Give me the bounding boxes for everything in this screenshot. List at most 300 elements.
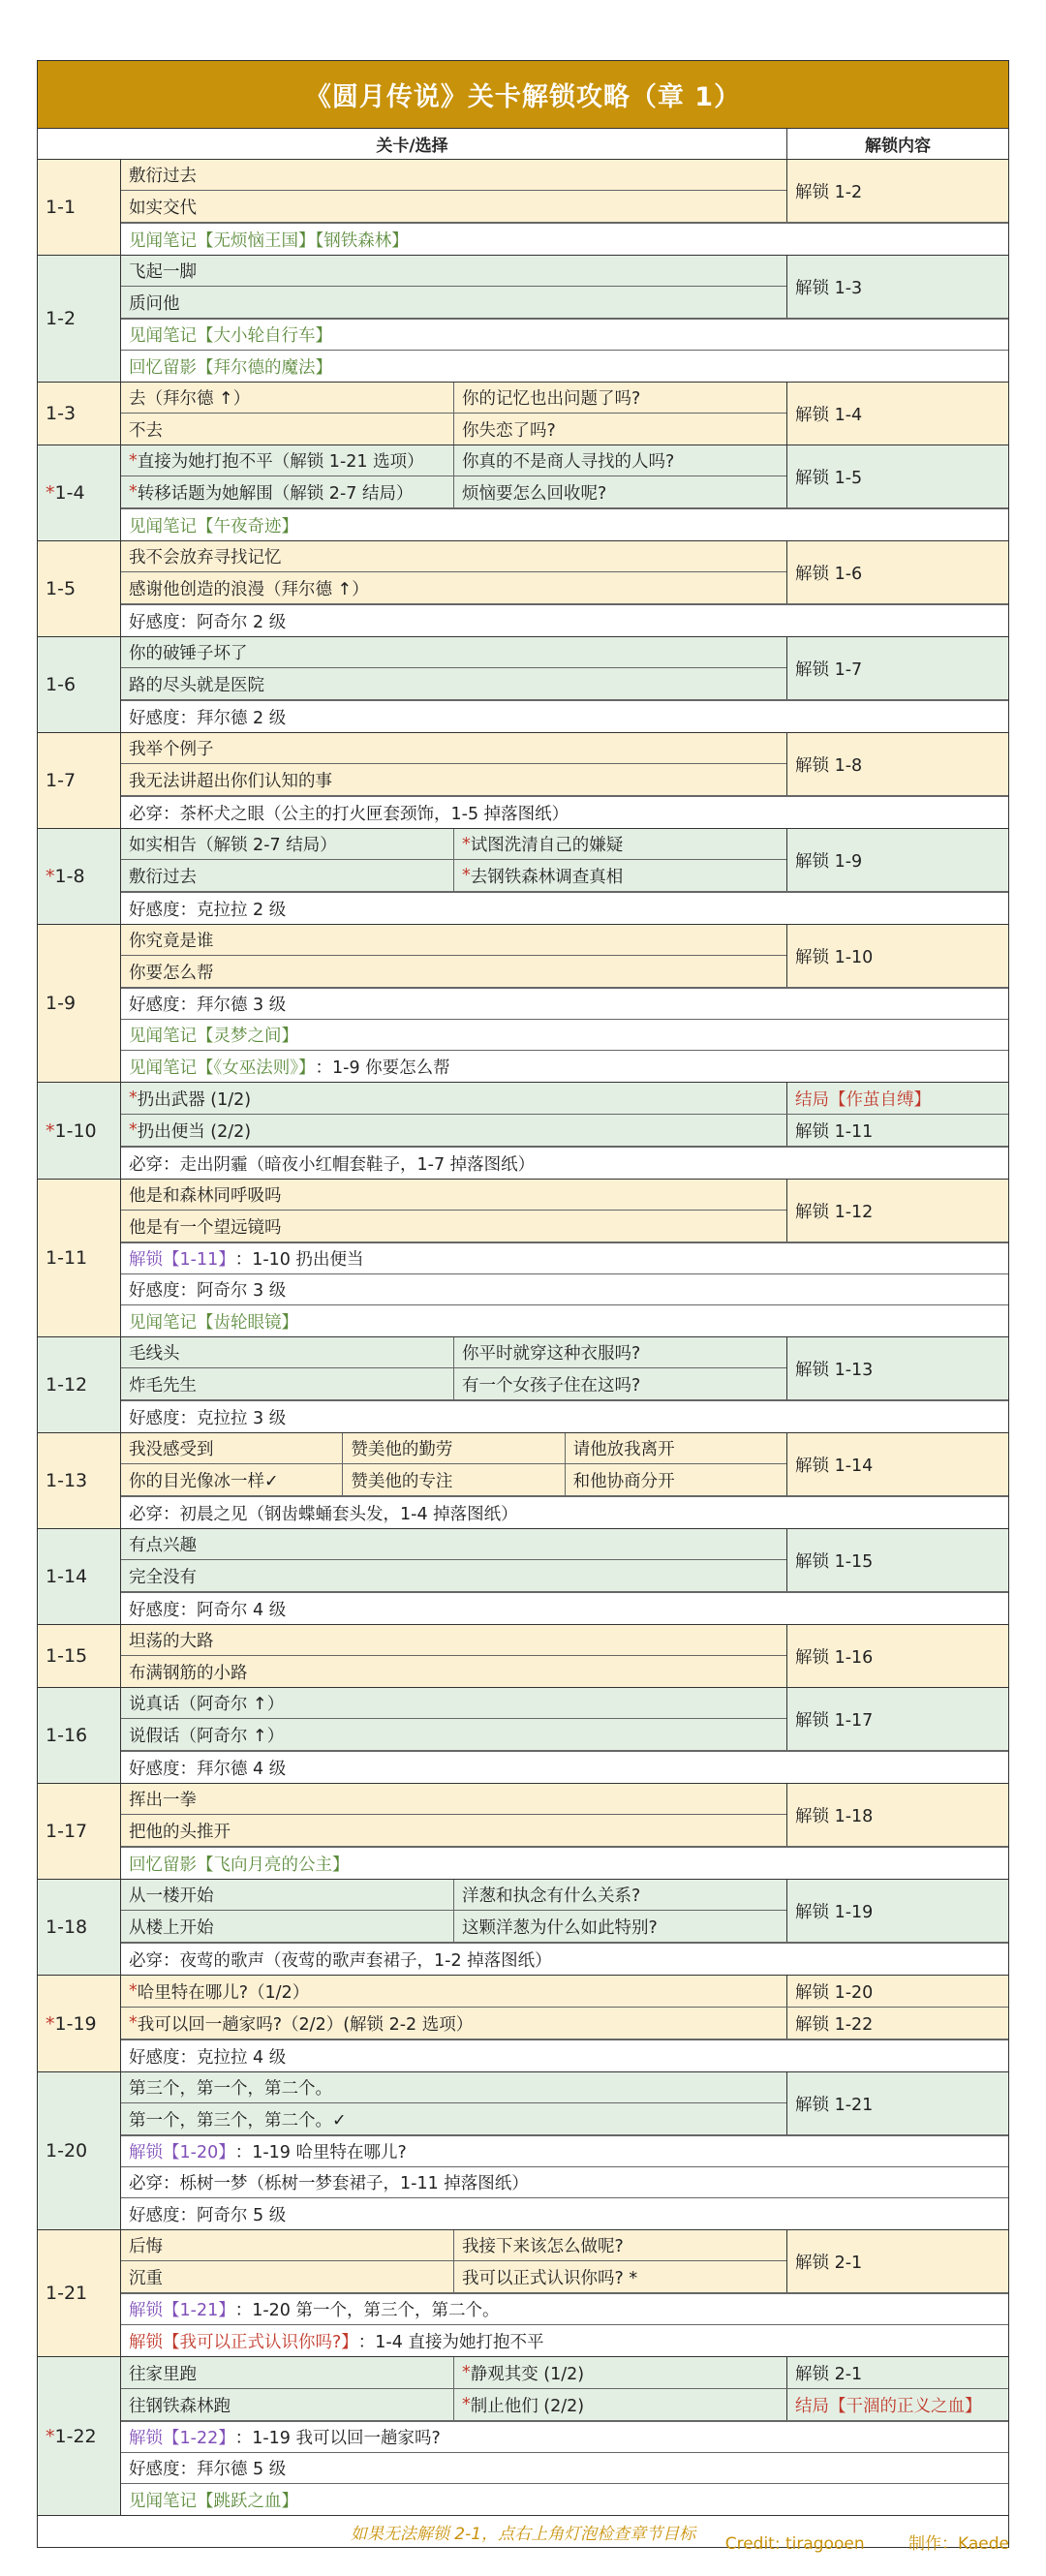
table-header: [38, 129, 1008, 160]
note-text: 必穿：茶杯犬之眼（公主的打火匣套颈饰，1-5 掉落图纸）: [129, 804, 569, 824]
choice-option: 路的尽头就是医院: [129, 675, 264, 695]
unlock-cell: 解锁 1-9: [795, 851, 863, 872]
note-text: 解锁【1-11】: [129, 1250, 235, 1270]
choice-rows: [121, 1180, 787, 1242]
note-text: 好感度：克拉拉 4 级: [129, 2047, 287, 2068]
choice-group: [121, 2230, 1008, 2293]
choice-option: 他是有一个望远镜吗: [129, 1217, 282, 1238]
choice-row: [121, 1083, 786, 1114]
notes-block: [121, 604, 1008, 636]
choice-row: [121, 733, 786, 764]
choice-row: [121, 2072, 786, 2103]
choice-option: 毛线头: [129, 1344, 180, 1364]
note-text: ：1-9 你要怎么帮: [315, 1058, 450, 1078]
level-number: [38, 1337, 121, 1432]
choice-rows: [121, 733, 787, 795]
choice-option: 我接下来该怎么做呢?: [453, 2230, 786, 2260]
level-number-text: 1-22: [54, 2425, 97, 2447]
level-row: [38, 1625, 1008, 1688]
unlock-column: [787, 1784, 1008, 1846]
note-line: [121, 1148, 1008, 1179]
level-number-text: 1-8: [54, 866, 85, 887]
unlock-cell: 解锁 1-7: [795, 659, 863, 680]
choice-option: 完全没有: [129, 1567, 197, 1587]
note-text: 见闻笔记【齿轮眼镜】: [129, 1312, 298, 1333]
level-row: [38, 2072, 1008, 2230]
level-number-text: 1-7: [46, 770, 77, 791]
choice-group: [121, 2008, 1008, 2039]
notes-block: [121, 2135, 1008, 2229]
choice-option: 后悔: [129, 2237, 163, 2256]
note-text: 必穿：夜莺的歌声（夜莺的歌声套裙子，1-2 掉落图纸）: [129, 1950, 552, 1971]
level-content: [121, 1688, 1008, 1783]
choice-row: [121, 476, 786, 507]
level-content: [121, 1976, 1008, 2071]
level-number-text: 1-14: [46, 1566, 88, 1587]
note-text: 好感度：拜尔德 2 级: [129, 708, 287, 728]
level-content: [121, 445, 1008, 540]
level-content: [121, 2357, 1008, 2515]
choice-row: [121, 1815, 786, 1846]
choice-row: [121, 1911, 786, 1942]
notes-block: [121, 1847, 1008, 1879]
guide-table: [37, 60, 1009, 2548]
unlock-column: [787, 541, 1008, 603]
choice-row: [121, 1784, 786, 1815]
star-mark: *: [129, 2013, 138, 2033]
level-number-text: 1-5: [46, 578, 77, 599]
level-number: [38, 637, 121, 732]
choice-option: 不去: [129, 420, 163, 441]
notes-block: [121, 223, 1008, 255]
note-text: 必穿：栎树一梦（栎树一梦套裙子，1-11 掉落图纸）: [129, 2174, 529, 2193]
choice-option: 把他的头推开: [129, 1822, 231, 1842]
level-content: [121, 541, 1008, 636]
choice-option: 飞起一脚: [129, 262, 197, 282]
unlock-column: [787, 2230, 1008, 2292]
unlock-column: [787, 829, 1008, 891]
unlock-text: 结局【干涸的正义之血】: [795, 2396, 982, 2416]
notes-block: [121, 1496, 1008, 1528]
choice-row: [121, 1880, 786, 1911]
choice-group: [121, 256, 1008, 319]
unlock-cell: 解锁 1-3: [795, 278, 863, 298]
choice-row: [121, 1337, 786, 1368]
note-line: [121, 2167, 1008, 2198]
level-number-text: 1-15: [46, 1645, 88, 1667]
note-line: [121, 797, 1008, 828]
choice-row: [121, 1976, 786, 2007]
note-text: 必穿：走出阴霾（暗夜小红帽套鞋子，1-7 掉落图纸）: [129, 1154, 536, 1175]
header-level-choice: 关卡/选择: [38, 129, 787, 159]
unlock-cell: 解锁 1-2: [795, 182, 863, 202]
choice-rows: [121, 2389, 787, 2420]
choice-option: 敷衍过去: [129, 167, 197, 186]
choice-option: * 转移话题为她解围（解锁 2-7 结局）: [129, 482, 414, 504]
level-number-text: 1-17: [46, 1821, 88, 1842]
level-content: [121, 1337, 1008, 1432]
unlock-cell: 解锁 1-15: [795, 1551, 874, 1572]
note-line: [121, 1020, 1008, 1051]
level-row: [38, 2357, 1008, 2516]
choice-rows: [121, 1784, 787, 1846]
level-row: [38, 256, 1008, 383]
choice-row: [121, 1529, 786, 1560]
choice-option: 如实相告（解锁 2-7 结局）: [129, 836, 337, 855]
choice-rows: [121, 383, 787, 445]
note-text: 好感度：阿奇尔 4 级: [129, 1600, 287, 1620]
level-number-text: 1-16: [46, 1725, 88, 1746]
notes-block: [121, 1242, 1008, 1336]
credit-line: [37, 2530, 1009, 2554]
choice-rows: [121, 2357, 787, 2388]
level-content: [121, 1433, 1008, 1528]
unlock-cell: 解锁 1-10: [795, 947, 874, 967]
level-content: [121, 1880, 1008, 1975]
choice-option: * 扔出便当 (2/2): [129, 1120, 252, 1142]
choice-option: 第三个，第一个，第二个。: [129, 2079, 332, 2099]
choice-row: [121, 2230, 786, 2261]
choice-group: [121, 160, 1008, 223]
level-number-text: 1-3: [46, 403, 77, 424]
choice-group: [121, 1083, 1008, 1115]
choice-rows: [121, 1880, 787, 1942]
unlock-cell: 解锁 1-18: [795, 1806, 874, 1826]
choice-option: * 静观其变 (1/2): [453, 2357, 786, 2388]
choice-group: [121, 2357, 1008, 2389]
unlock-cell: 解锁 2-1: [795, 2364, 863, 2384]
level-content: [121, 1083, 1008, 1179]
unlock-cell: 解锁 1-8: [795, 755, 863, 776]
choice-rows: [121, 2008, 787, 2039]
choice-option: 如实交代: [129, 198, 197, 218]
choice-option: * 扔出武器 (1/2): [129, 1089, 252, 1110]
unlock-column: [787, 2008, 1008, 2039]
choice-option: 坦荡的大路: [129, 1632, 214, 1651]
level-number: [38, 1625, 121, 1687]
choice-option: * 去钢铁森林调查真相: [453, 860, 786, 891]
choice-rows: [121, 1688, 787, 1750]
choice-row: [121, 191, 786, 222]
level-number-text: 1-12: [46, 1374, 88, 1395]
level-number-text: 1-19: [54, 2012, 97, 2035]
choice-row: [121, 2103, 786, 2134]
choice-option: 去（拜尔德 ↑）: [129, 389, 251, 409]
level-number-text: 1-13: [46, 1470, 88, 1491]
choice-option: 第一个，第三个，第二个。✓: [129, 2110, 347, 2131]
note-text: 好感度：拜尔德 5 级: [129, 2460, 287, 2479]
notes-block: [121, 1400, 1008, 1432]
page-title: 《圆月传说》关卡解锁攻略（章 1）: [38, 61, 1008, 129]
choice-rows: [121, 1625, 787, 1687]
choice-row: [121, 2261, 786, 2292]
note-text: 见闻笔记【《女巫法则》】: [129, 1058, 316, 1078]
choice-row: [121, 1688, 786, 1719]
choice-row: [121, 2008, 786, 2039]
notes-block: [121, 2421, 1008, 2515]
choice-group: [121, 733, 1008, 796]
choice-option: 说真话（阿奇尔 ↑）: [129, 1695, 285, 1714]
unlock-cell: 解锁 1-16: [795, 1647, 874, 1668]
unlock-cell: 解锁 1-12: [795, 1202, 874, 1222]
level-content: [121, 733, 1008, 828]
credit-source: Credit: tiragooen: [724, 2534, 865, 2554]
choice-option: * 哈里特在哪儿?（1/2）: [129, 1981, 310, 2003]
star-mark: *: [46, 2012, 55, 2035]
choice-option: 烦恼要怎么回收呢?: [453, 476, 786, 507]
level-content: [121, 829, 1008, 924]
choice-group: [121, 2389, 1008, 2421]
level-number-text: 1-21: [46, 2283, 88, 2304]
choice-row: [121, 160, 786, 191]
header-unlock: 解锁内容: [865, 137, 931, 156]
choice-row: [121, 2389, 786, 2420]
choice-option: 敷衍过去: [129, 867, 197, 887]
level-row: [38, 637, 1008, 733]
choice-option: 我可以正式认识你吗? *: [453, 2261, 786, 2292]
choice-row: [121, 414, 786, 445]
choice-rows: [121, 256, 787, 318]
level-row: [38, 1688, 1008, 1784]
notes-block: [121, 700, 1008, 732]
note-text: 见闻笔记【午夜奇迹】: [129, 516, 298, 537]
star-mark: *: [46, 1119, 55, 1142]
choice-option: 赞美他的专注: [342, 1464, 564, 1495]
level-number: [38, 2230, 121, 2356]
notes-block: [121, 319, 1008, 382]
note-text: 见闻笔记【无烦恼王国】【钢铁森林】: [129, 230, 409, 251]
choice-row: [121, 956, 786, 987]
level-number: [38, 1433, 121, 1528]
level-number: [38, 2072, 121, 2229]
unlock-column: [787, 1433, 1008, 1495]
note-text: 好感度：拜尔德 4 级: [129, 1759, 287, 1779]
choice-option: 这颗洋葱为什么如此特别?: [453, 1911, 786, 1942]
star-mark: *: [462, 2395, 471, 2414]
unlock-column: [787, 445, 1008, 507]
level-number-text: 1-6: [46, 674, 77, 695]
choice-option: 我举个例子: [129, 740, 214, 759]
level-number-text: 1-9: [46, 993, 77, 1014]
star-mark: *: [129, 1089, 138, 1108]
level-number: [38, 733, 121, 828]
level-number-text: 1-18: [46, 1917, 88, 1938]
choice-row: [121, 925, 786, 956]
choice-row: [121, 860, 786, 891]
level-number-text: 1-11: [46, 1247, 88, 1269]
choice-row: [121, 1719, 786, 1750]
note-text: ：1-10 扔出便当: [234, 1250, 364, 1270]
choice-option: 质问他: [129, 293, 180, 314]
note-line: [121, 1848, 1008, 1879]
note-text: 回忆留影【飞向月亮的公主】: [129, 1855, 350, 1875]
choice-row: [121, 1560, 786, 1591]
unlock-column: [787, 1115, 1008, 1146]
level-content: [121, 1784, 1008, 1879]
note-text: 解锁【1-22】: [129, 2429, 235, 2448]
level-row: [38, 733, 1008, 829]
choice-option: 你的记忆也出问题了吗?: [453, 383, 786, 413]
choice-option: 说假话（阿奇尔 ↑）: [129, 1726, 285, 1746]
unlock-column: [787, 1880, 1008, 1942]
choice-row: [121, 829, 786, 860]
choice-row: [121, 445, 786, 476]
level-content: [121, 2230, 1008, 2356]
level-number: [38, 160, 121, 255]
choice-option: 你的目光像冰一样✓: [129, 1471, 279, 1491]
level-row: [38, 829, 1008, 925]
note-line: [121, 1243, 1008, 1274]
note-line: [121, 893, 1008, 924]
choice-option: 洋葱和执念有什么关系?: [453, 1880, 786, 1910]
level-number: [38, 1976, 121, 2071]
note-line: [121, 1051, 1008, 1082]
level-number: [38, 383, 121, 445]
choice-rows: [121, 1433, 787, 1495]
unlock-column: [787, 2072, 1008, 2134]
choice-row: [121, 1625, 786, 1656]
choice-group: [121, 637, 1008, 700]
unlock-cell: [787, 2389, 1008, 2420]
level-row: [38, 541, 1008, 637]
choice-group: [121, 383, 1008, 445]
choice-option: 挥出一拳: [129, 1791, 197, 1810]
note-line: [121, 1274, 1008, 1305]
star-mark: *: [129, 1981, 138, 2001]
choice-rows: [121, 445, 787, 507]
note-line: [121, 1593, 1008, 1624]
choice-rows: [121, 1337, 787, 1399]
note-line: [121, 2325, 1008, 2356]
star-mark: *: [46, 2425, 55, 2447]
choice-option: 你要怎么帮: [129, 963, 214, 983]
level-number: [38, 1180, 121, 1336]
unlock-cell: 解锁 1-22: [795, 2014, 874, 2035]
choice-option: 从一楼开始: [129, 1886, 214, 1906]
choice-option: 往家里跑: [129, 2364, 197, 2384]
choice-option: 我不会放弃寻找记忆: [129, 548, 282, 567]
level-number: [38, 2357, 121, 2515]
note-line: [121, 2198, 1008, 2229]
note-text: ：1-4 直接为她打抱不平: [357, 2332, 544, 2352]
choice-option: 沉重: [129, 2268, 163, 2288]
level-number: [38, 256, 121, 382]
note-text: 回忆留影【拜尔德的魔法】: [129, 357, 332, 378]
level-row: [38, 925, 1008, 1083]
unlock-column: [787, 1180, 1008, 1242]
choice-option: 有一个女孩子住在这吗?: [453, 1368, 786, 1399]
notes-block: [121, 892, 1008, 924]
level-number: [38, 925, 121, 1082]
note-line: [121, 701, 1008, 732]
choice-group: [121, 445, 1008, 508]
level-row: [38, 1880, 1008, 1976]
choice-row: [121, 256, 786, 287]
level-row: [38, 2230, 1008, 2357]
level-content: [121, 1625, 1008, 1687]
choice-group: [121, 541, 1008, 604]
choice-rows: [121, 2230, 787, 2292]
choice-row: [121, 1180, 786, 1211]
unlock-cell: 解锁 1-20: [795, 1982, 874, 2003]
note-text: ：1-19 哈里特在哪儿?: [234, 2143, 407, 2162]
choice-option: 往钢铁森林跑: [129, 2396, 231, 2416]
unlock-cell: 解锁 1-17: [795, 1710, 874, 1731]
level-row: [38, 1180, 1008, 1337]
choice-group: [121, 829, 1008, 892]
note-text: 好感度：阿奇尔 3 级: [129, 1281, 287, 1301]
level-content: [121, 1529, 1008, 1624]
choice-option: 炸毛先生: [129, 1375, 197, 1395]
choice-option: 你究竟是谁: [129, 932, 214, 951]
choice-option: 布满钢筋的小路: [129, 1663, 248, 1683]
unlock-column: [787, 1688, 1008, 1750]
level-row: [38, 160, 1008, 256]
unlock-column: [787, 383, 1008, 445]
choice-option: 和他协商分开: [565, 1464, 786, 1495]
level-number: [38, 1083, 121, 1179]
star-mark: *: [462, 2363, 471, 2382]
choice-row: [121, 1115, 786, 1146]
star-mark: *: [129, 1120, 138, 1140]
choice-option: 从楼上开始: [129, 1917, 214, 1938]
choice-option: 我没感受到: [129, 1440, 214, 1459]
level-content: [121, 637, 1008, 732]
unlock-column: [787, 925, 1008, 987]
choice-rows: [121, 1976, 787, 2007]
choice-row: [121, 1656, 786, 1687]
choice-row: [121, 764, 786, 795]
note-text: 见闻笔记【灵梦之间】: [129, 1027, 298, 1046]
choice-rows: [121, 1115, 787, 1146]
level-number-text: 1-2: [46, 308, 77, 329]
choice-group: [121, 1433, 1008, 1496]
note-text: 好感度：阿奇尔 5 级: [129, 2205, 287, 2225]
footer-tip: 如果无法解锁 2-1，点右上角灯泡检查章节目标: [350, 2524, 696, 2544]
note-line: [121, 1497, 1008, 1528]
notes-block: [121, 2293, 1008, 2356]
choice-group: [121, 1115, 1008, 1147]
table-body: [38, 160, 1008, 2516]
unlock-column: [787, 637, 1008, 699]
choice-option: * 我可以回一趟家吗?（2/2）(解锁 2-2 选项）: [129, 2013, 474, 2035]
choice-row: [121, 541, 786, 572]
note-line: [121, 1401, 1008, 1432]
unlock-cell: 解锁 1-4: [795, 405, 863, 425]
level-row: [38, 383, 1008, 445]
choice-group: [121, 925, 1008, 988]
choice-option: 你真的不是商人寻找的人吗?: [453, 445, 786, 475]
unlock-column: [787, 1976, 1008, 2007]
unlock-cell: 解锁 1-11: [795, 1121, 874, 1142]
notes-block: [121, 2039, 1008, 2071]
star-mark: *: [462, 866, 471, 885]
note-text: 好感度：克拉拉 2 级: [129, 900, 287, 920]
choice-option: * 试图洗清自己的嫌疑: [453, 829, 786, 859]
notes-block: [121, 988, 1008, 1082]
choice-row: [121, 637, 786, 668]
note-text: 见闻笔记【跳跃之血】: [129, 2491, 298, 2511]
level-number: [38, 445, 121, 540]
note-text: 必穿：初晨之见（钢齿蝶蛹套头发，1-4 掉落图纸）: [129, 1504, 518, 1524]
choice-option: 赞美他的勤劳: [342, 1433, 564, 1463]
choice-rows: [121, 2072, 787, 2134]
unlock-column: [787, 2357, 1008, 2388]
level-number: [38, 1880, 121, 1975]
choice-group: [121, 1976, 1008, 2008]
unlock-column: [787, 160, 1008, 222]
note-line: [121, 2294, 1008, 2325]
